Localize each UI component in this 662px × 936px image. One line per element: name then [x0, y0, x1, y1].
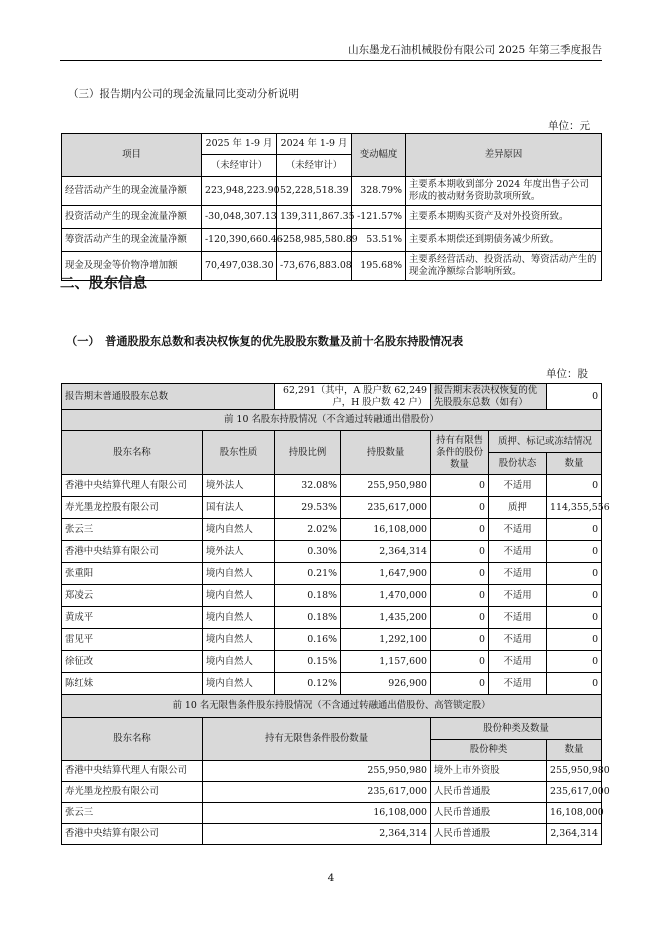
- holding-amount: 2,364,314: [341, 541, 431, 563]
- shareholder-nature: 境内自然人: [203, 607, 275, 629]
- restricted-amount: 0: [431, 673, 489, 695]
- share-qty: 255,950,980: [547, 761, 602, 782]
- report-header: 山东墨龙石油机械股份有限公司 2025 年第三季度报告: [348, 44, 602, 56]
- table-row: [62, 803, 602, 824]
- pledge-qty: 0: [547, 673, 602, 695]
- col-header-name: 股东名称: [62, 718, 203, 761]
- section-title-shareholders: 二、股东信息: [60, 275, 147, 292]
- unrestricted-amount: 16,108,000: [203, 803, 431, 824]
- col-header-2025-audit: （未经审计）: [202, 155, 277, 177]
- shareholder-nature: 国有法人: [203, 497, 275, 519]
- cashflow-item: 投资活动产生的现金流量净额: [62, 206, 202, 229]
- value-2025: 70,497,038.30: [202, 252, 277, 281]
- holding-amount: 1,470,000: [341, 585, 431, 607]
- holding-amount: 926,900: [341, 673, 431, 695]
- shareholder-nature: 境内自然人: [203, 585, 275, 607]
- change-reason: 主要系经营活动、投资活动、筹资活动产生的现金流净额综合影响所致。: [406, 252, 602, 281]
- value-2025: -120,390,660.46: [202, 229, 277, 252]
- pledge-qty: 0: [547, 651, 602, 673]
- holding-amount: 1,292,100: [341, 629, 431, 651]
- share-qty: 2,364,314: [547, 824, 602, 845]
- shareholder-name: 香港中央结算代理人有限公司: [62, 475, 203, 497]
- shareholder-name: 寿光墨龙控股有限公司: [62, 782, 203, 803]
- col-header-name: 股东名称: [62, 431, 203, 475]
- holding-ratio: 0.12%: [275, 673, 341, 695]
- shareholder-name: 陈红妹: [62, 673, 203, 695]
- change-reason: 主要系本期偿还到期债务减少所致。: [406, 229, 602, 252]
- shareholder-unit: 单位：股: [546, 368, 588, 380]
- share-status: 不适用: [489, 475, 547, 497]
- holding-amount: 16,108,000: [341, 519, 431, 541]
- value-2024: 139,311,867.35: [277, 206, 352, 229]
- col-header-status: 股份状态: [489, 453, 547, 475]
- pledge-qty: 114,355,556: [547, 497, 602, 519]
- shareholder-nature: 境内自然人: [203, 673, 275, 695]
- holding-ratio: 0.15%: [275, 651, 341, 673]
- shareholder-name: 雷见平: [62, 629, 203, 651]
- preferred-shareholders-label: 报告期末表决权恢复的优先股股东总数（如有）: [431, 384, 547, 410]
- restricted-amount: 0: [431, 519, 489, 541]
- col-header-2024-audit: （未经审计）: [277, 155, 352, 177]
- table-row: [62, 824, 602, 845]
- col-header-type-group: 股份种类及数量: [431, 718, 602, 740]
- table-row: [62, 673, 602, 695]
- holding-ratio: 0.16%: [275, 629, 341, 651]
- table-row: [62, 782, 602, 803]
- shareholder-table: [61, 383, 610, 845]
- value-2025: 223,948,223.90: [202, 177, 277, 206]
- change-rate: 328.79%: [352, 177, 406, 206]
- cashflow-item: 现金及现金等价物净增加额: [62, 252, 202, 281]
- col-header-nature: 股东性质: [203, 431, 275, 475]
- header-divider: [60, 60, 602, 61]
- unrestricted-title: 前 10 名无限售条件股东持股情况（不含通过转融通出借股份、高管锁定股）: [62, 695, 602, 718]
- share-status: 不适用: [489, 519, 547, 541]
- cashflow-table: [61, 133, 602, 281]
- shareholder-nature: 境外法人: [203, 541, 275, 563]
- shareholder-name: 香港中央结算有限公司: [62, 541, 203, 563]
- shareholder-name: 张云三: [62, 803, 203, 824]
- restricted-amount: 0: [431, 607, 489, 629]
- col-header-qty: 数量: [547, 740, 602, 761]
- table-row: [62, 651, 602, 673]
- share-status: 不适用: [489, 651, 547, 673]
- share-status: 不适用: [489, 541, 547, 563]
- table-row: [62, 206, 602, 229]
- shareholder-name: 香港中央结算有限公司: [62, 824, 203, 845]
- share-status: 不适用: [489, 673, 547, 695]
- table-row: [62, 761, 602, 782]
- holding-ratio: 0.21%: [275, 563, 341, 585]
- cashflow-unit: 单位：元: [548, 120, 590, 132]
- unrestricted-amount: 255,950,980: [203, 761, 431, 782]
- share-type: 人民币普通股: [431, 803, 547, 824]
- share-qty: 235,617,000: [547, 782, 602, 803]
- change-rate: -121.57%: [352, 206, 406, 229]
- table-row: [62, 497, 602, 519]
- holding-ratio: 29.53%: [275, 497, 341, 519]
- pledge-qty: 0: [547, 519, 602, 541]
- holding-amount: 1,647,900: [341, 563, 431, 585]
- holding-amount: 235,617,000: [341, 497, 431, 519]
- unrestricted-amount: 235,617,000: [203, 782, 431, 803]
- unrestricted-amount: 2,364,314: [203, 824, 431, 845]
- shareholder-nature: 境外法人: [203, 475, 275, 497]
- subsection-title: （一） 普通股股东总数和表决权恢复的优先股股东数量及前十名股东持股情况表: [66, 334, 464, 348]
- value-2024: -258,985,580.89: [277, 229, 352, 252]
- col-header-pledge: 质押、标记或冻结情况: [489, 431, 602, 453]
- top10-title: 前 10 名股东持股情况（不含通过转融通出借股份）: [62, 410, 602, 431]
- col-header-amount: 持股数量: [341, 431, 431, 475]
- change-reason: 主要系本期购买资产及对外投资所致。: [406, 206, 602, 229]
- restricted-amount: 0: [431, 629, 489, 651]
- page-number: 4: [327, 872, 335, 884]
- table-row: [62, 475, 602, 497]
- table-row: [62, 541, 602, 563]
- restricted-amount: 0: [431, 475, 489, 497]
- pledge-qty: 0: [547, 475, 602, 497]
- pledge-qty: 0: [547, 629, 602, 651]
- share-status: 不适用: [489, 629, 547, 651]
- value-2024: -73,676,883.08: [277, 252, 352, 281]
- share-status: 不适用: [489, 607, 547, 629]
- shareholder-name: 郑凌云: [62, 585, 203, 607]
- holding-ratio: 0.18%: [275, 585, 341, 607]
- shareholder-nature: 境内自然人: [203, 651, 275, 673]
- pledge-qty: 0: [547, 585, 602, 607]
- value-2024: 52,228,518.39: [277, 177, 352, 206]
- shareholder-name: 寿光墨龙控股有限公司: [62, 497, 203, 519]
- holding-amount: 255,950,980: [341, 475, 431, 497]
- pledge-qty: 0: [547, 541, 602, 563]
- cashflow-section-title: （三）报告期内公司的现金流量同比变动分析说明: [68, 88, 299, 100]
- table-row: [62, 629, 602, 651]
- restricted-amount: 0: [431, 541, 489, 563]
- shareholder-nature: 境内自然人: [203, 519, 275, 541]
- col-header-2024: 2024 年 1-9 月: [277, 134, 352, 155]
- col-header-qty: 数量: [547, 453, 602, 475]
- restricted-amount: 0: [431, 651, 489, 673]
- change-rate: 195.68%: [352, 252, 406, 281]
- cashflow-item: 经营活动产生的现金流量净额: [62, 177, 202, 206]
- share-type: 人民币普通股: [431, 824, 547, 845]
- shareholder-name: 黄成平: [62, 607, 203, 629]
- table-row: [62, 563, 602, 585]
- share-status: 不适用: [489, 585, 547, 607]
- total-shareholders-label: 报告期末普通股股东总数: [62, 384, 275, 410]
- shareholder-name: 徐征改: [62, 651, 203, 673]
- table-row: [62, 519, 602, 541]
- table-row: [62, 177, 602, 206]
- change-reason: 主要系本期收到部分 2024 年度出售子公司形成的被动财务资助款项所致。: [406, 177, 602, 206]
- col-header-reason: 差异原因: [406, 134, 602, 177]
- share-status: 质押: [489, 497, 547, 519]
- shareholder-nature: 境内自然人: [203, 563, 275, 585]
- share-qty: 16,108,000: [547, 803, 602, 824]
- total-shareholders-value: 62,291（其中，A 股户数 62,249 户，H 股户数 42 户）: [275, 384, 431, 410]
- value-2025: -30,048,307.13: [202, 206, 277, 229]
- col-header-restricted: 持有有限售条件的股份数量: [431, 431, 489, 475]
- shareholder-name: 张云三: [62, 519, 203, 541]
- restricted-amount: 0: [431, 563, 489, 585]
- col-header-item: 项目: [62, 134, 202, 177]
- holding-ratio: 0.30%: [275, 541, 341, 563]
- holding-ratio: 0.18%: [275, 607, 341, 629]
- holding-amount: 1,435,200: [341, 607, 431, 629]
- table-row: [62, 585, 602, 607]
- change-rate: 53.51%: [352, 229, 406, 252]
- preferred-shareholders-value: 0: [547, 384, 602, 410]
- col-header-ratio: 持股比例: [275, 431, 341, 475]
- pledge-qty: 0: [547, 563, 602, 585]
- pledge-qty: 0: [547, 607, 602, 629]
- restricted-amount: 0: [431, 585, 489, 607]
- holding-amount: 1,157,600: [341, 651, 431, 673]
- share-type: 人民币普通股: [431, 782, 547, 803]
- col-header-unrestricted-amount: 持有无限售条件股份数量: [203, 718, 431, 761]
- table-row: [62, 229, 602, 252]
- share-status: 不适用: [489, 563, 547, 585]
- col-header-change: 变动幅度: [352, 134, 406, 177]
- cashflow-item: 筹资活动产生的现金流量净额: [62, 229, 202, 252]
- col-header-type: 股份种类: [431, 740, 547, 761]
- shareholder-name: 香港中央结算代理人有限公司: [62, 761, 203, 782]
- restricted-amount: 0: [431, 497, 489, 519]
- holding-ratio: 32.08%: [275, 475, 341, 497]
- table-row: [62, 607, 602, 629]
- shareholder-name: 张重阳: [62, 563, 203, 585]
- shareholder-nature: 境内自然人: [203, 629, 275, 651]
- share-type: 境外上市外资股: [431, 761, 547, 782]
- col-header-2025: 2025 年 1-9 月: [202, 134, 277, 155]
- holding-ratio: 2.02%: [275, 519, 341, 541]
